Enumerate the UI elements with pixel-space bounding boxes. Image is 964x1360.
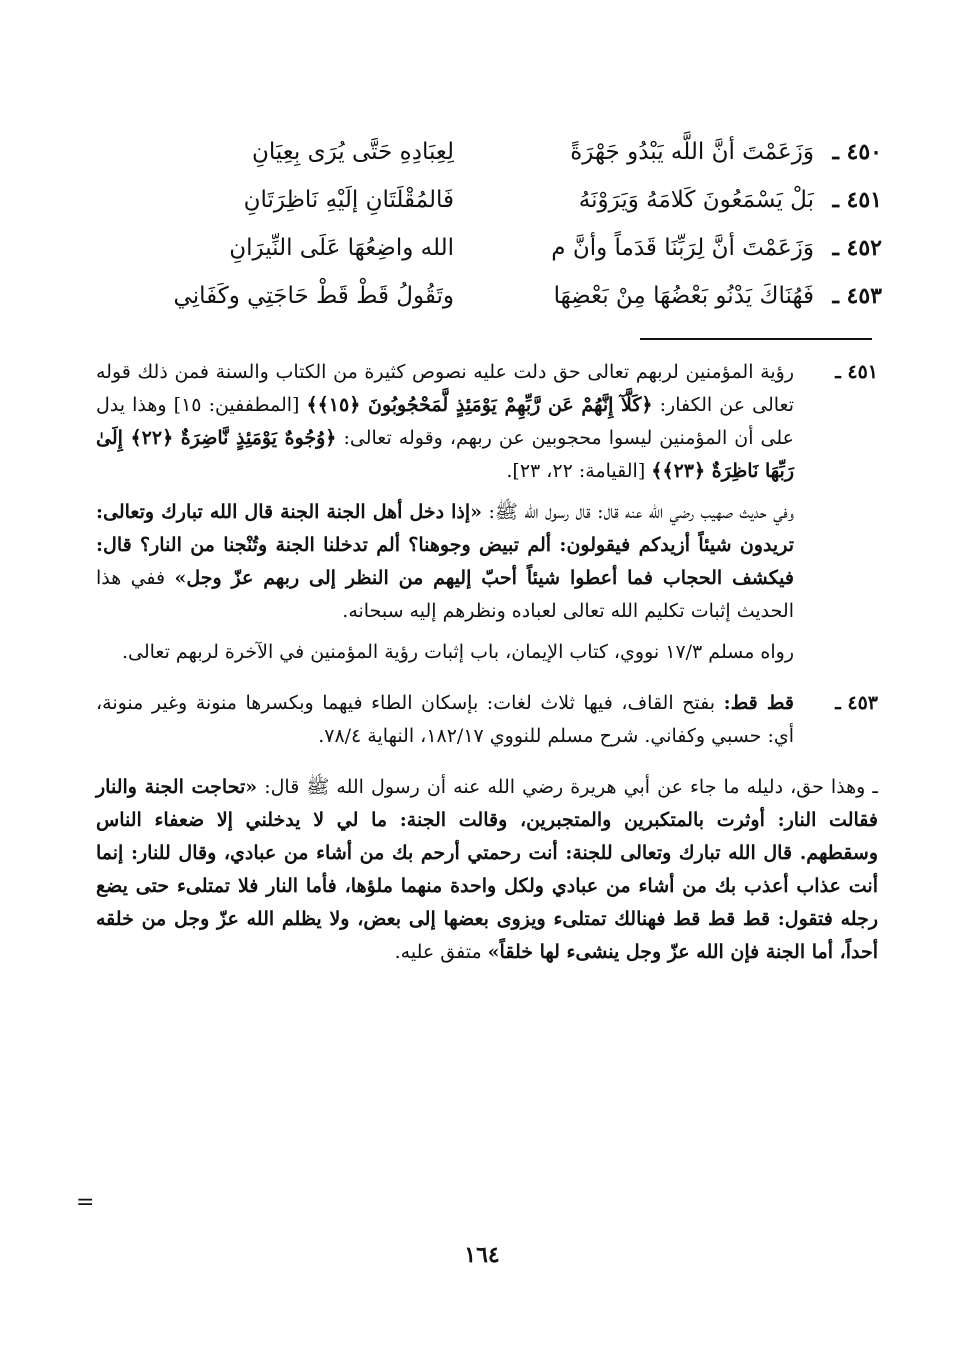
second-hemistich: وتَقُولُ قَطْ قَطْ حَاجَتِي وكَفَانِي [173, 283, 454, 309]
verse-number: ٤٥١ ـ [832, 187, 882, 213]
verse-450 [92, 128, 882, 176]
note-paragraph [96, 771, 878, 969]
second-hemistich: فَالمُقْلَتَانِ إلَيْهِ نَاظِرَتَانِ [243, 187, 454, 213]
note-text: رؤية المؤمنين لربهم تعالى حق دلت عليه نصوص كثيرة من الكتاب والسنة فمن ذلك قوله تعالى عن الكفار: [96, 361, 794, 416]
poem-verses [92, 128, 882, 320]
note-reference: رواه مسلم ١٧/٣ نووي، كتاب الإيمان، باب إثبات رؤية المؤمنين في الآخرة لربهم تعالى. [121, 641, 794, 663]
footnotes [96, 356, 878, 987]
verse-452 [92, 224, 882, 272]
note-text: وفي حديث صهيب رضي الله عنه قال: قال رسول الله ﷺ: [488, 501, 794, 523]
verse-number: ٤٥٢ ـ [832, 235, 882, 261]
note-body [96, 356, 794, 677]
note-453 [96, 687, 878, 761]
term: قط قط: [723, 692, 794, 714]
note-paragraph [96, 496, 794, 628]
quran-verse: ﴿كَلَّآ إِنَّهُمْ عَن رَّبِّهِمْ يَوْمَئِذٍ لَّمَحْجُوبُونَ ﴿١٥﴾﴾ [306, 394, 653, 416]
verse-451 [92, 176, 882, 224]
note-number: ٤٥٣ ـ [835, 692, 878, 714]
note-text: ففي هذا الحديث إثبات تكليم الله تعالى لعباده ونظرهم إليه سبحانه. [96, 567, 794, 622]
second-hemistich: الله واضِعُهَا عَلَى النِّيرَانِ [229, 235, 454, 261]
verse-number: ٤٥٠ ـ [832, 139, 882, 165]
note-453-continued [96, 771, 878, 977]
first-hemistich: وَزَعَمْتَ أنَّ لِرَبِّنَا قَدَماً وأنَّ م [551, 235, 814, 261]
note-body [96, 687, 794, 761]
quran-verse: ﴿وُجُوهٌ يَوْمَئِذٍ نَّاضِرَةٌ ﴿٢٢﴾ إِلَىٰ رَبِّهَا نَاظِرَةٌ ﴿٢٣﴾﴾ [96, 427, 794, 482]
first-hemistich: بَلْ يَسْمَعُونَ كَلامَهُ وَيَرَوْنَهُ [578, 187, 814, 213]
note-paragraph [96, 356, 794, 488]
note-text: [القيامة: ٢٢، ٢٣]. [506, 460, 646, 482]
verse-453 [92, 272, 882, 320]
first-hemistich: وَزَعَمْتَ أنَّ اللَّه يَبْدُو جَهْرَةً [570, 139, 814, 165]
note-number: ٤٥١ ـ [835, 361, 878, 383]
note-text: متفق عليه. [394, 941, 482, 963]
note-paragraph [96, 687, 794, 753]
first-hemistich: فَهُنَاكَ يَدْنُو بَعْضُهَا مِنْ بَعْضِهَا [553, 283, 814, 309]
verse-number: ٤٥٣ ـ [832, 283, 882, 309]
note-451 [96, 356, 878, 677]
page-number: ١٦٤ [464, 1242, 500, 1268]
hadith-text: «تحاجت الجنة والنار فقالت النار: أوثرت بالمتكبرين والمتجبرين، وقالت الجنة: ما لي لا يدخلني إلا ضعفاء الناس وسقطهم. قال الله تبارك وتعالى للجنة: أنت رحمتي أرحم بك من أشاء من عبادي، وقال للنار: إنما أنت عذاب أعذب بك من أشاء من عبادي ولكل واحدة منهما ملؤها، فأما النار فلا تمتلىء حتى يضع رجله فتقول: قط قط قط فهنالك تمتلىء ويزوى بعضها إلى بعض، ولا يظلم الله عزّ وجل من خلقه أحداً، أما الجنة فإن الله عزّ وجل ينشىء لها خلقاً» [96, 776, 878, 963]
note-text: ـ وهذا حق، دليله ما جاء عن أبي هريرة رضي الله عنه أن رسول الله ﷺ قال: [264, 776, 879, 798]
note-text: بفتح القاف، فيها ثلاث لغات: بإسكان الطاء فيهما وبكسرها منونة وغير منونة، أي: حسبي وكفاني. شرح مسلم للنووي ١٨٢/١٧، النهاية ٧٨/٤. [96, 692, 794, 747]
second-hemistich: لِعِبَادِهِ حَتَّى يُرَى بِعِيَانِ [251, 139, 454, 165]
footnote-separator [640, 338, 872, 340]
note-body [96, 771, 878, 977]
continuation-mark: = [76, 1190, 95, 1215]
hadith-text: «إذا دخل أهل الجنة الجنة قال الله تبارك وتعالى: تريدون شيئاً أزيدكم فيقولون: ألم تبيض وجوهنا؟ ألم تدخلنا الجنة وتُنْجنا من النار؟ قال: فيكشف الحجاب فما أعطوا شيئاً أحبّ إليهم من النظر إلى ربهم عزّ وجل» [96, 501, 794, 589]
note-text: [المطففين: ١٥] وهذا يدل على أن المؤمنين ليسوا محجوبين عن ربهم، وقوله تعالى: [96, 394, 795, 449]
